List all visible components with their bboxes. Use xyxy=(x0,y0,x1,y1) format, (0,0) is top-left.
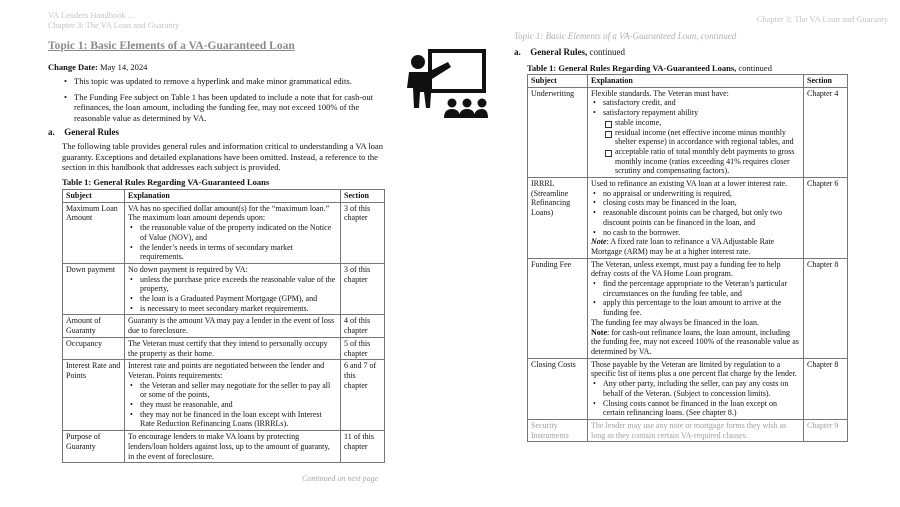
note-text: : for cash-out refinance loans, the loan amount, including the funding fee, may not exceed 100% of the reasonable value as determined by VA. xyxy=(591,327,799,356)
row-bullet: • apply this percentage to the loan amount to arrive at the funding fee. xyxy=(591,298,800,317)
table-title: Table 1: General Rules Regarding VA-Guaranteed Loans xyxy=(62,177,270,187)
row-after-text: The funding fee may always be financed in the loan. xyxy=(591,317,759,327)
change-notes-list xyxy=(62,76,384,128)
section-letter: a. xyxy=(514,47,521,57)
change-note: • The Funding Fee subject on Table 1 has been updated to include a note that for cash-out refinances, the loan amount, including the funding fee, may not exceed 100% of the reasonable value as determined by VA. xyxy=(62,92,384,124)
header-explanation: Explanation xyxy=(588,75,804,88)
header-explanation: Explanation xyxy=(125,190,341,203)
table-row xyxy=(528,87,848,177)
row-explanation xyxy=(588,358,804,419)
header-subject: Subject xyxy=(528,75,588,88)
row-bullet: • is necessary to meet secondary market requirements. xyxy=(128,304,337,314)
note-label: Note xyxy=(591,327,607,337)
row-explanation xyxy=(125,360,341,431)
change-note: • This topic was updated to remove a hyperlink and make minor grammatical edits. xyxy=(62,76,384,87)
row-explanation xyxy=(588,87,804,177)
row-section: Chapter 4 xyxy=(804,87,848,177)
row-section: 11 of this chapter xyxy=(341,431,385,463)
row-section: Chapter 6 xyxy=(804,178,848,259)
row-explanation xyxy=(125,202,341,263)
right-running-head: Chapter 3: The VA Loan and Guaranty xyxy=(756,14,888,24)
row-section: 6 and 7 of this chapter xyxy=(341,360,385,431)
table-row xyxy=(63,360,385,431)
left-running-head-line2: Chapter 3: The VA Loan and Guaranty xyxy=(48,20,180,30)
table-row xyxy=(528,178,848,259)
header-section: Section xyxy=(341,190,385,203)
change-date xyxy=(48,62,147,72)
row-explanation xyxy=(588,178,804,259)
general-rules-table xyxy=(62,189,385,463)
right-page xyxy=(450,0,900,507)
topic-title: Topic 1: Basic Elements of a VA-Guaranteed Loan xyxy=(48,40,295,52)
row-bullet: • closing costs may be financed in the loan, xyxy=(591,198,800,208)
table-row xyxy=(63,337,385,359)
row-text: Used to refinance an existing VA loan at a lower interest rate. xyxy=(591,179,788,189)
section-title: General Rules xyxy=(64,127,119,137)
table-header-row xyxy=(528,75,848,88)
row-bullet: • they must be reasonable, and xyxy=(128,400,337,410)
row-note xyxy=(591,328,800,357)
row-bullet: • the Veteran and seller may negotiate for the seller to pay all or some of the points, xyxy=(128,381,337,400)
row-bullet: • no appraisal or underwriting is required, xyxy=(591,189,800,199)
row-section: Chapter 8 xyxy=(804,258,848,358)
table-row xyxy=(63,315,385,337)
row-section: Chapter 8 xyxy=(804,358,848,419)
row-checkbox-item: residual income (net effective income minus monthly shelter expense) in accordance with regional tables, and xyxy=(605,128,800,147)
row-bullet: • reasonable discount points can be charged, but only two discount points can be financed in the loan, and xyxy=(591,208,800,227)
section-title: General Rules, xyxy=(530,47,588,57)
row-checkbox-item: stable income, xyxy=(605,118,800,128)
note-text: : A fixed rate loan to refinance a VA Adjustable Rate Mortgage (ARM) may be at a higher interest rate. xyxy=(591,237,775,256)
row-text: Those payable by the Veteran are limited by regulation to a specific list of items plus a one percent flat charge by the lender. xyxy=(591,359,797,379)
right-topic-continued: Topic 1: Basic Elements of a VA-Guaranteed Loan, continued xyxy=(514,31,737,41)
row-subject: Amount of Guaranty xyxy=(63,315,125,337)
row-bullet: • the loan is a Graduated Payment Mortgage (GPM), and xyxy=(128,294,337,304)
table-title-cont: continued xyxy=(738,63,772,73)
row-explanation xyxy=(125,263,341,315)
table-row xyxy=(63,202,385,263)
section-heading xyxy=(48,127,119,137)
change-date-label: Change Date: xyxy=(48,62,98,72)
row-note xyxy=(591,237,800,256)
left-running-head xyxy=(48,10,179,30)
row-subject: Occupancy xyxy=(63,337,125,359)
row-bullet: • satisfactory repayment ability xyxy=(591,108,800,118)
section-heading-continued xyxy=(514,47,625,57)
table-row xyxy=(528,358,848,419)
row-bullet: • find the percentage appropriate to the Veteran’s particular circumstances on the funding fee table, and xyxy=(591,279,800,298)
row-text: VA has no specified dollar amount(s) for the “maximum loan.” The maximum loan amount depends upon: xyxy=(128,203,330,223)
row-subject: IRRRL (Streamline Refinancing Loans) xyxy=(528,178,588,259)
continued-note: Continued on next page xyxy=(302,474,379,483)
table-title-continued xyxy=(527,63,772,73)
row-text: Flexible standards. The Veteran must have: xyxy=(591,88,729,98)
row-section: 4 of this chapter xyxy=(341,315,385,337)
row-explanation: Guaranty is the amount VA may pay a lender in the event of loss due to foreclosure. xyxy=(125,315,341,337)
row-checkbox-item: acceptable ratio of total monthly debt payments to gross monthly income (ratios exceeding 41% requires closer scrutiny and compensating factors). xyxy=(605,147,800,176)
row-bullet: • Any other party, including the seller, can pay any costs on behalf of the Veteran. (Subject to concession limits). xyxy=(591,379,800,398)
row-bullet: • Closing costs cannot be financed in the loan except on certain refinancing loans. (See chapter 8.) xyxy=(591,399,800,418)
section-continued: continued xyxy=(589,47,625,57)
row-text: The Veteran, unless exempt, must pay a funding fee to help defray costs of the VA Home Loan program. xyxy=(591,259,781,279)
table-row xyxy=(528,419,848,441)
row-explanation: The lender may use any note or mortgage forms they wish as long as they contain certain VA-required clauses. xyxy=(588,419,804,441)
row-section: 5 of this chapter xyxy=(341,337,385,359)
table-header-row xyxy=(63,190,385,203)
row-subject: Closing Costs xyxy=(528,358,588,419)
table-row xyxy=(528,258,848,358)
table-title-text: Table 1: General Rules Regarding VA-Guaranteed Loans, xyxy=(527,63,737,73)
row-bullet: • no cash to the borrower. xyxy=(591,228,800,238)
row-explanation xyxy=(588,258,804,358)
row-subject: Purpose of Guaranty xyxy=(63,431,125,463)
general-rules-table-continued xyxy=(527,74,848,442)
header-subject: Subject xyxy=(63,190,125,203)
table-row xyxy=(63,263,385,315)
row-section: 3 of this chapter xyxy=(341,263,385,315)
row-text: Interest rate and points are negotiated between the lender and Veteran. Points requirements: xyxy=(128,361,325,380)
row-bullet: • satisfactory credit, and xyxy=(591,98,800,108)
row-subject: Maximum Loan Amount xyxy=(63,202,125,263)
header-section: Section xyxy=(804,75,848,88)
row-subject: Underwriting xyxy=(528,87,588,177)
section-letter: a. xyxy=(48,127,55,137)
note-label: Note xyxy=(591,237,607,247)
row-explanation: The Veteran must certify that they intend to personally occupy the property as their home. xyxy=(125,337,341,359)
row-subject: Interest Rate and Points xyxy=(63,360,125,431)
row-section: Chapter 9 xyxy=(804,419,848,441)
row-subject: Funding Fee xyxy=(528,258,588,358)
row-subject: Down payment xyxy=(63,263,125,315)
row-bullet: • they may not be financed in the loan except with Interest Rate Reduction Refinancing Loans (IRRRLs). xyxy=(128,410,337,429)
row-bullet: • unless the purchase price exceeds the reasonable value of the property, xyxy=(128,275,337,294)
table-row xyxy=(63,431,385,463)
left-running-head-line1: VA Lenders Handbook ... xyxy=(48,10,135,20)
row-explanation: To encourage lenders to make VA loans by protecting lenders/loan holders against loss, up to the amount of guaranty, in the event of foreclosure. xyxy=(125,431,341,463)
row-text: No down payment is required by VA: xyxy=(128,264,248,274)
row-bullet: • the lender’s needs in terms of secondary market requirements. xyxy=(128,243,337,262)
intro-paragraph: The following table provides general rules and information critical to understanding a VA loan guaranty. Exceptions and detailed explanations have been omitted. Instead, a reference to the section in this handbook that addresses each subject is provided. xyxy=(62,141,383,172)
row-bullet: • the reasonable value of the property indicated on the Notice of Value (NOV), and xyxy=(128,223,337,242)
row-section: 3 of this chapter xyxy=(341,202,385,263)
change-date-value: May 14, 2024 xyxy=(99,62,148,72)
row-subject: Security Instruments xyxy=(528,419,588,441)
